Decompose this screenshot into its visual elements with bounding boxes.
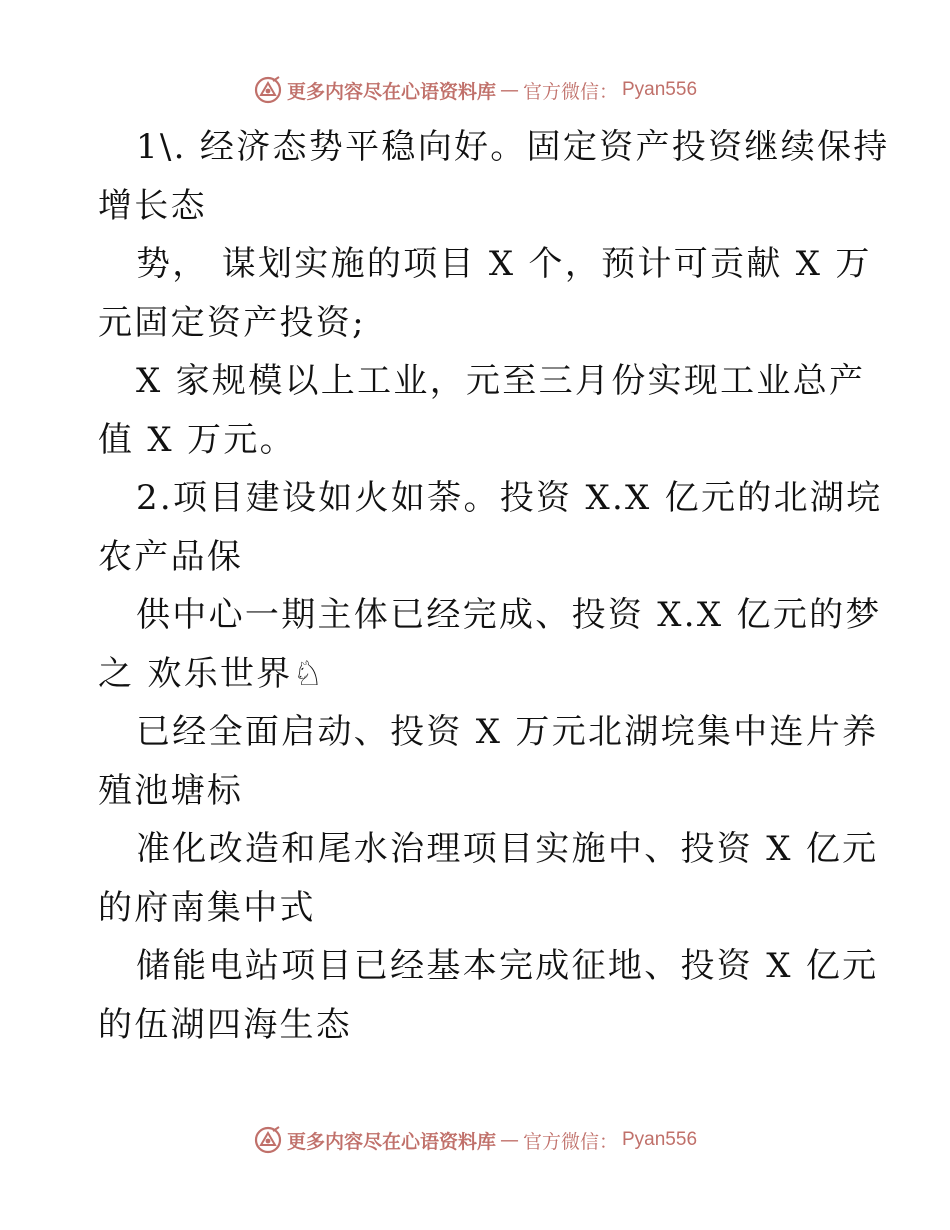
watermark-logo-icon — [253, 75, 283, 105]
text-line: 值 X 万元。 — [98, 419, 296, 460]
watermark-wechat-label: 官方微信： — [522, 80, 618, 103]
watermark-wechat-id: Pyan556 — [622, 79, 698, 100]
text-line: 储能电站项目已经基本完成征地、投资 X 亿元 — [136, 946, 879, 986]
text-line: 增长态 — [98, 185, 207, 226]
watermark-dash: — — [499, 1129, 519, 1151]
watermark-logo-icon — [253, 1125, 283, 1155]
watermark-wechat-id: Pyan556 — [622, 1129, 698, 1150]
text-line: X 家规模以上工业，元至三月份实现工业总产 — [136, 361, 866, 401]
text-line: 元固定资产投资; — [98, 302, 366, 343]
footer-watermark — [0, 1120, 950, 1160]
watermark-wechat-label: 官方微信： — [522, 1130, 618, 1153]
text-line: 1\. 经济态势平稳向好。固定资产投资继续保持 — [136, 127, 890, 167]
text-line: 2.项目建设如火如荼。投资 X.X 亿元的北湖垸 — [136, 478, 883, 518]
watermark-dash: — — [499, 79, 519, 101]
text-line: 殖池塘标 — [98, 770, 244, 811]
text-line: 之 欢乐世界♘ — [98, 653, 326, 694]
text-line: 势， 谋划实施的项目 X 个，预计可贡献 X 万 — [136, 244, 872, 284]
watermark-brand-text: 更多内容尽在心语资料库 — [286, 1130, 496, 1153]
text-line: 农产品保 — [98, 536, 244, 577]
text-line: 的伍湖四海生态 — [98, 1004, 353, 1045]
watermark-brand-text: 更多内容尽在心语资料库 — [286, 80, 496, 103]
text-line: 已经全面启动、投资 X 万元北湖垸集中连片养 — [136, 712, 879, 752]
document-body — [98, 118, 890, 1054]
text-line: 供中心一期主体已经完成、投资 X.X 亿元的梦 — [136, 595, 882, 635]
text-line: 的府南集中式 — [98, 887, 316, 928]
text-line: 准化改造和尾水治理项目实施中、投资 X 亿元 — [136, 829, 879, 869]
header-watermark — [0, 70, 950, 110]
